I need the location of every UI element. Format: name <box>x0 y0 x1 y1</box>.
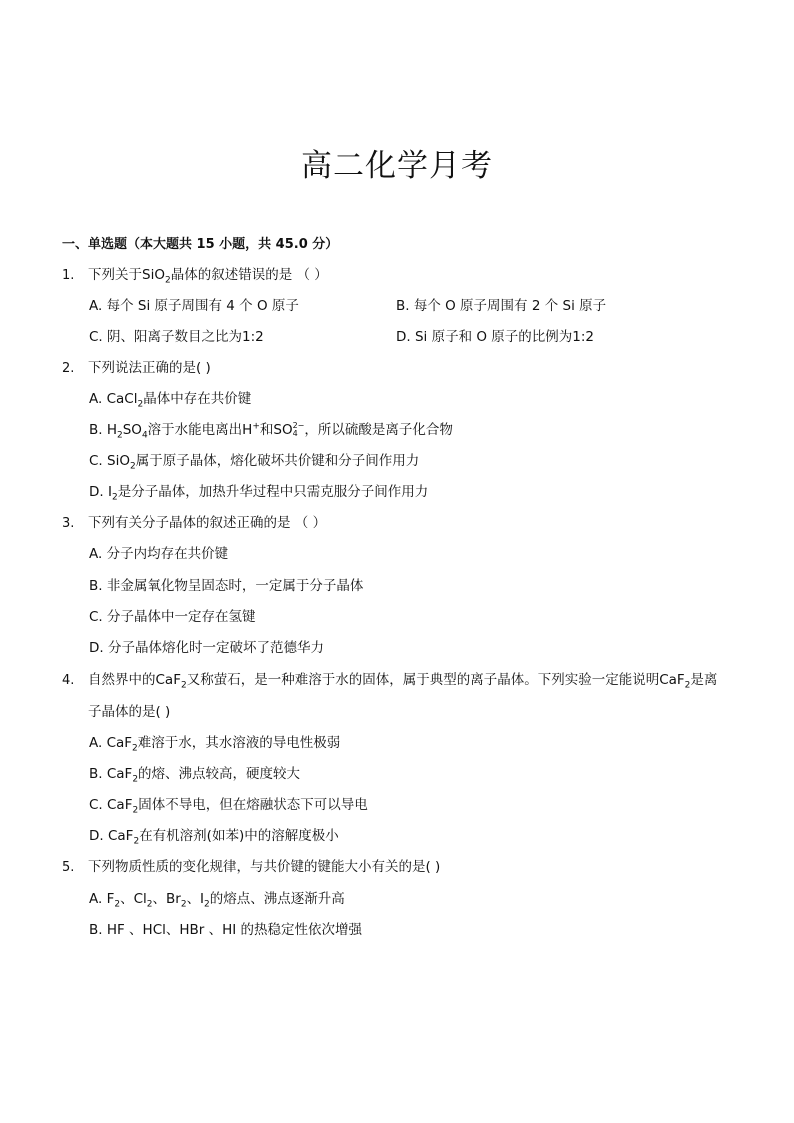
question-stem: 下列关于SiO$_2$晶体的叙述错误的是 （ ） <box>88 267 328 286</box>
option-b[interactable]: B. 非金属氧化物呈固态时，一定属于分子晶体 <box>89 578 364 594</box>
question-number: 2. <box>62 361 75 376</box>
option-c[interactable]: C. CaF$_2$固体不导电，但在熔融状态下可以导电 <box>89 797 368 816</box>
option-b[interactable]: B. HF 、HCl、HBr 、HI 的热稳定性依次增强 <box>89 922 363 938</box>
question-stem-continued: 子晶体的是( ) <box>88 704 171 720</box>
option-c[interactable]: C. 阴、阳离子数目之比为1:2 <box>89 329 264 345</box>
question-number: 4. <box>62 673 75 688</box>
option-d[interactable]: D. Si 原子和 O 原子的比例为1:2 <box>396 329 595 345</box>
option-b[interactable]: B. 每个 O 原子周围有 2 个 Si 原子 <box>396 298 607 314</box>
option-a[interactable]: A. CaCl$_2$晶体中存在共价键 <box>89 391 252 410</box>
option-a[interactable]: A. $F_2$、$Cl_2$、$Br_2$、$I_2$的熔点、沸点逐渐升高 <box>89 891 345 910</box>
section-heading: 一、单选题（本大题共 15 小题，共 45.0 分） <box>62 237 339 252</box>
question-stem: 下列说法正确的是( ) <box>88 360 211 376</box>
charge-script: 2− 4 <box>292 421 305 438</box>
option-a[interactable]: A. 每个 Si 原子周围有 4 个 O 原子 <box>89 298 299 314</box>
question-number: 5. <box>62 860 75 875</box>
option-c[interactable]: C. 分子晶体中一定存在氢键 <box>89 609 256 625</box>
option-d[interactable]: D. $I_2$是分子晶体，加热升华过程中只需克服分子间作用力 <box>89 484 429 503</box>
option-b[interactable]: B. CaF$_2$的熔、沸点较高，硬度较大 <box>89 766 301 785</box>
option-a[interactable]: A. CaF$_2$难溶于水，其水溶液的导电性极弱 <box>89 735 341 754</box>
option-d[interactable]: D. CaF$_2$在有机溶剂(如苯)中的溶解度极小 <box>89 828 339 847</box>
question-stem: 下列物质性质的变化规律，与共价键的键能大小有关的是( ) <box>88 859 441 875</box>
page-title: 高二化学月考 <box>301 148 493 184</box>
question-stem: 自然界中的CaF$_2$又称萤石，是一种难溶于水的固体，属于典型的离子晶体。下列实验一定能说明CaF$_2$是离 <box>88 672 718 691</box>
question-number: 1. <box>62 268 75 283</box>
option-d[interactable]: D. 分子晶体熔化时一定破坏了范德华力 <box>89 640 324 656</box>
option-a[interactable]: A. 分子内均存在共价键 <box>89 546 229 562</box>
option-b[interactable]: B. $H_2SO_4$溶于水能电离出H+和SO 2− 4 ，所以硫酸是离子化合物 <box>89 421 453 441</box>
question-number: 3. <box>62 516 75 531</box>
option-c[interactable]: C. SiO$_2$属于原子晶体，熔化破坏共价键和分子间作用力 <box>89 453 420 472</box>
question-stem: 下列有关分子晶体的叙述正确的是 （ ） <box>88 515 327 531</box>
